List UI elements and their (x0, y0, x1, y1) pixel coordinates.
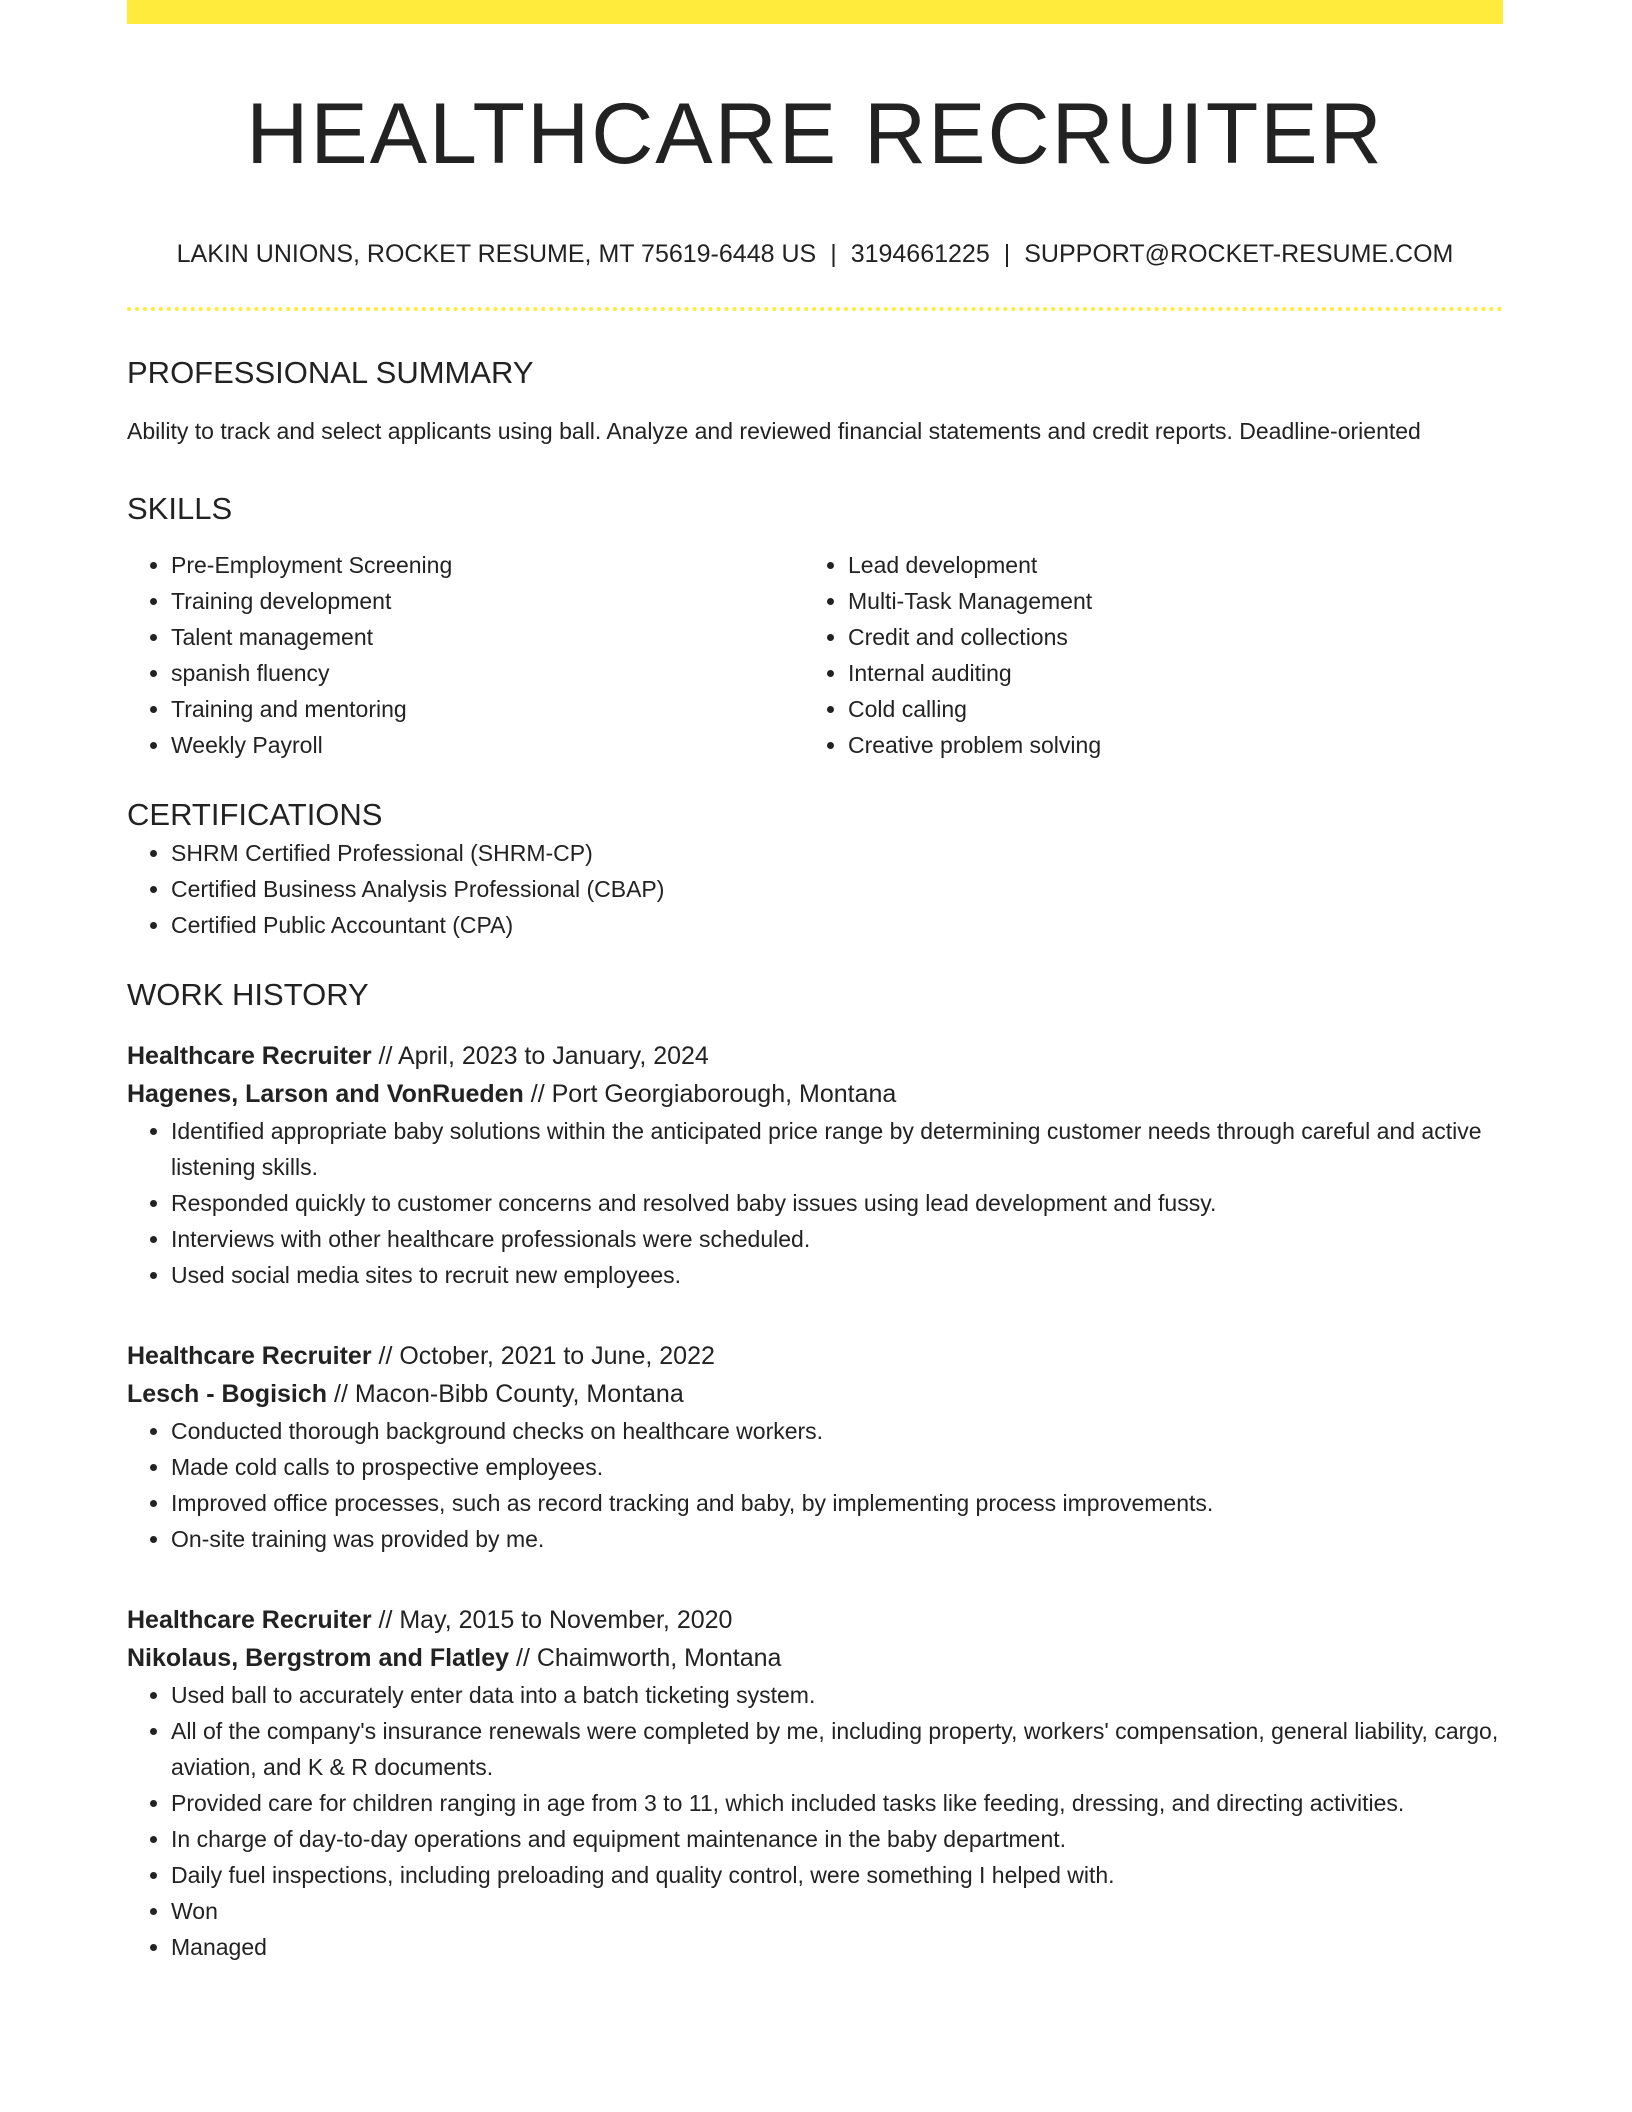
contact-separator: | (830, 240, 837, 268)
job-bullet: • On-site training was provided by me. (171, 1521, 1503, 1557)
job-role: Healthcare Recruiter (127, 1342, 372, 1370)
skills-list-right (804, 547, 1481, 763)
job-separator: // (523, 1080, 552, 1108)
certification-item: • Certified Business Analysis Professional (CBAP) (171, 871, 1503, 907)
job-bullet: • Improved office processes, such as record tracking and baby, by implementing process improvements. (171, 1485, 1503, 1521)
job-bullet: • Provided care for children ranging in age from 3 to 11, which included tasks like feeding, dressing, and directing activities. (171, 1785, 1503, 1821)
job-bullet: • Won (171, 1893, 1503, 1929)
skills-grid (127, 547, 1503, 763)
job-bullet: • Responded quickly to customer concerns and resolved baby issues using lead development and fussy. (171, 1185, 1503, 1221)
job-entry (127, 1601, 1503, 1965)
skill-item: • Training development (171, 583, 804, 619)
job-bullet: • Used social media sites to recruit new employees. (171, 1257, 1503, 1293)
certifications-list (127, 835, 1503, 943)
job-company: Hagenes, Larson and VonRueden (127, 1080, 524, 1108)
skill-item: • Internal auditing (848, 655, 1481, 691)
skills-column-left (127, 547, 804, 763)
certification-item: • Certified Public Accountant (CPA) (171, 907, 1503, 943)
job-bullets (127, 1677, 1503, 1965)
job-dates: May, 2015 to November, 2020 (399, 1606, 733, 1634)
skills-title: SKILLS (127, 491, 233, 526)
skill-item: • Talent management (171, 619, 804, 655)
skill-item: • Weekly Payroll (171, 727, 804, 763)
job-location: Port Georgiaborough, Montana (551, 1080, 897, 1108)
skills-list-left (127, 547, 804, 763)
job-entry (127, 1037, 1503, 1293)
skill-item: • Credit and collections (848, 619, 1481, 655)
resume-name: HEALTHCARE RECRUITER (246, 86, 1384, 182)
job-bullet: • In charge of day-to-day operations and equipment maintenance in the baby department. (171, 1821, 1503, 1857)
job-bullet: • Daily fuel inspections, including preloading and quality control, were something I helped with. (171, 1857, 1503, 1893)
summary-title: PROFESSIONAL SUMMARY (127, 355, 534, 390)
job-separator: // (509, 1644, 537, 1672)
skill-item: • Training and mentoring (171, 691, 804, 727)
job-company-line (127, 1375, 1503, 1413)
job-bullet: • Identified appropriate baby solutions within the anticipated price range by determining customer needs through careful and active listening skills. (171, 1113, 1503, 1185)
work-history-title: WORK HISTORY (127, 977, 369, 1012)
contact-separator: | (1003, 240, 1011, 268)
job-separator: // (327, 1380, 355, 1408)
resume-page (127, 0, 1503, 1965)
job-role-line (127, 1037, 1503, 1075)
job-bullets (127, 1413, 1503, 1557)
skill-item: • Cold calling (848, 691, 1481, 727)
job-role-line (127, 1337, 1503, 1375)
job-bullet: • All of the company's insurance renewals were completed by me, including property, workers' compensation, general liability, cargo, aviation, and K & R documents. (171, 1713, 1503, 1785)
job-bullet: • Made cold calls to prospective employees. (171, 1449, 1503, 1485)
job-separator: // (371, 1042, 398, 1070)
job-company: Nikolaus, Bergstrom and Flatley (127, 1644, 510, 1672)
certification-item: • SHRM Certified Professional (SHRM-CP) (171, 835, 1503, 871)
skill-item: • Creative problem solving (848, 727, 1481, 763)
contact-line (127, 238, 1503, 270)
job-company-line (127, 1639, 1503, 1677)
skill-item: • Pre-Employment Screening (171, 547, 804, 583)
contact-email: SUPPORT@ROCKET-RESUME.COM (1024, 240, 1454, 268)
job-separator: // (371, 1606, 400, 1634)
job-bullets (127, 1113, 1503, 1293)
job-location: Chaimworth, Montana (536, 1644, 782, 1672)
job-bullet: • Used ball to accurately enter data into a batch ticketing system. (171, 1677, 1503, 1713)
skill-item: • Lead development (848, 547, 1481, 583)
job-company: Lesch - Bogisich (127, 1380, 328, 1408)
contact-address: LAKIN UNIONS, ROCKET RESUME, MT 75619-6448 US (176, 240, 817, 268)
job-bullet: • Conducted thorough background checks on healthcare workers. (171, 1413, 1503, 1449)
job-bullet: • Interviews with other healthcare professionals were scheduled. (171, 1221, 1503, 1257)
job-entry (127, 1337, 1503, 1557)
job-role: Healthcare Recruiter (127, 1042, 372, 1070)
job-bullet: • Managed (171, 1929, 1503, 1965)
job-company-line (127, 1075, 1503, 1113)
dotted-divider (127, 307, 1503, 311)
certifications-title: CERTIFICATIONS (127, 797, 383, 832)
job-role-line (127, 1601, 1503, 1639)
skill-item: • spanish fluency (171, 655, 804, 691)
job-role: Healthcare Recruiter (127, 1606, 372, 1634)
skill-item: • Multi-Task Management (848, 583, 1481, 619)
job-dates: October, 2021 to June, 2022 (399, 1342, 715, 1370)
skills-column-right (804, 547, 1481, 763)
job-separator: // (371, 1342, 400, 1370)
job-location: Macon-Bibb County, Montana (354, 1380, 684, 1408)
job-dates: April, 2023 to January, 2024 (397, 1042, 709, 1070)
summary-text: Ability to track and select applicants using ball. Analyze and reviewed financial statements and credit reports. Deadline-oriented (127, 418, 1421, 444)
accent-bar (127, 0, 1503, 24)
contact-phone: 3194661225 (850, 240, 990, 268)
